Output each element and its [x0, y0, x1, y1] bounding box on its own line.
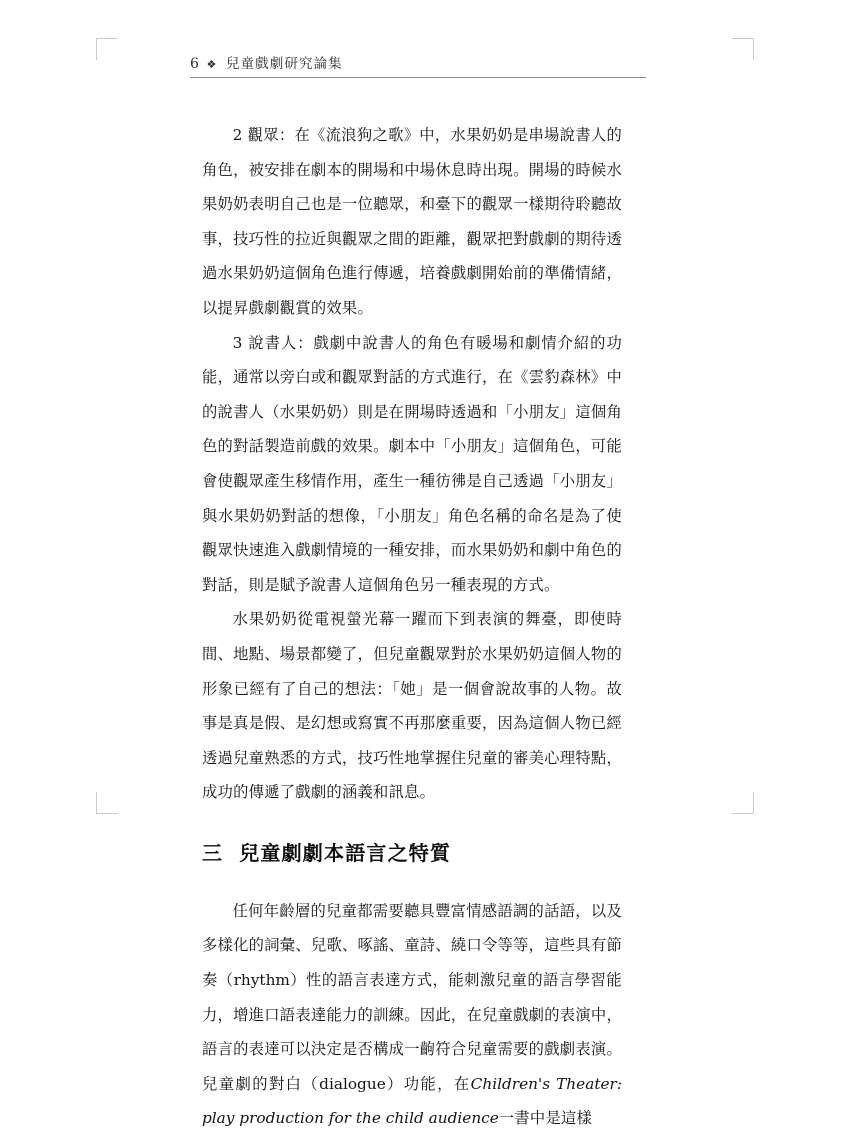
crop-mark-bottom-left-icon [96, 792, 118, 814]
term-rhythm: rhythm [233, 971, 290, 990]
crop-mark-top-left-icon [96, 38, 118, 60]
section-number: 三 [202, 840, 224, 865]
page-number: 6 [190, 56, 200, 72]
section-text-part-2: ）性的語言表達方式，能刺激兒童的語言學習能力，增進口語表達能力的訓練。因此，在兒童戲劇的表演中，語言的表達可以決定是否構成一齣符合兒童需要的戲劇表演。兒童劇的對白（ [202, 971, 622, 1093]
heading-spacer-below [202, 867, 622, 894]
section-text-part-3: ）功能，在 [385, 1074, 471, 1093]
paragraph-audience: 2 觀眾：在《流浪狗之歌》中，水果奶奶是串場說書人的角色，被安排在劇本的開場和中場休息時出現。開場的時候水果奶奶表明自己也是一位聽眾，和臺下的觀眾一樣期待聆聽故事，技巧性的拉近與觀眾之間的距離，觀眾把對戲劇的期待透過水果奶奶這個角色進行傳遞，培養戲劇開始前的準備情緒，以提昇戲劇觀賞的效果。 [202, 126, 622, 317]
paragraph-section-intro [202, 894, 622, 1136]
heading-spacer-above [202, 810, 622, 839]
crop-mark-top-right-icon [732, 38, 754, 60]
cited-book-title: Children's Theater: play production for the child audience [202, 1074, 622, 1128]
diamond-ornament-icon: ❖ [206, 58, 217, 71]
section-heading [202, 839, 622, 867]
paragraph-fruit-grandma: 水果奶奶從電視螢光幕一躍而下到表演的舞臺，即使時間、地點、場景都變了，但兒童觀眾對於水果奶奶這個人物的形象已經有了自己的想法：「她」是一個會說故事的人物。故事是真是假、是幻想或寫實不再那麼重要，因為這個人物已經透過兒童熟悉的方式，技巧性地掌握住兒童的審美心理特點，成功的傳遞了戲劇的涵義和訊息。 [202, 610, 622, 802]
crop-mark-bottom-right-icon [732, 792, 754, 814]
paragraph-narrator: 3 說書人：戲劇中說書人的角色有暖場和劇情介紹的功能，通常以旁白或和觀眾對話的方式進行，在《雲豹森林》中的說書人（水果奶奶）則是在開場時透過和「小朋友」這個角色的對話製造前戲的效果。劇本中「小朋友」這個角色，可能會使觀眾產生移情作用，產生一種彷彿是自己透過「小朋友」與水果奶奶對話的想像，「小朋友」角色名稱的命名是為了使觀眾快速進入戲劇情境的一種安排，而水果奶奶和劇中角色的對話，則是賦予說書人這個角色另一種表現的方式。 [202, 333, 622, 594]
section-title: 兒童劇劇本語言之特質 [239, 840, 452, 865]
section-text-part-1: 任何年齡層的兒童都需要聽具豐富情感語調的話語，以及多樣化的詞彙、兒歌、啄謠、童詩、繞口令等等，這些具有節奏（ [202, 901, 622, 990]
term-dialogue: dialogue [319, 1074, 386, 1093]
section-text-part-4: 一書中是這樣 [498, 1109, 593, 1128]
running-head [190, 52, 646, 78]
book-title-header: 兒童戲劇研究論集 [225, 56, 343, 72]
text-column [202, 118, 622, 1136]
running-head-line [190, 52, 646, 77]
header-rule-divider [190, 77, 646, 78]
